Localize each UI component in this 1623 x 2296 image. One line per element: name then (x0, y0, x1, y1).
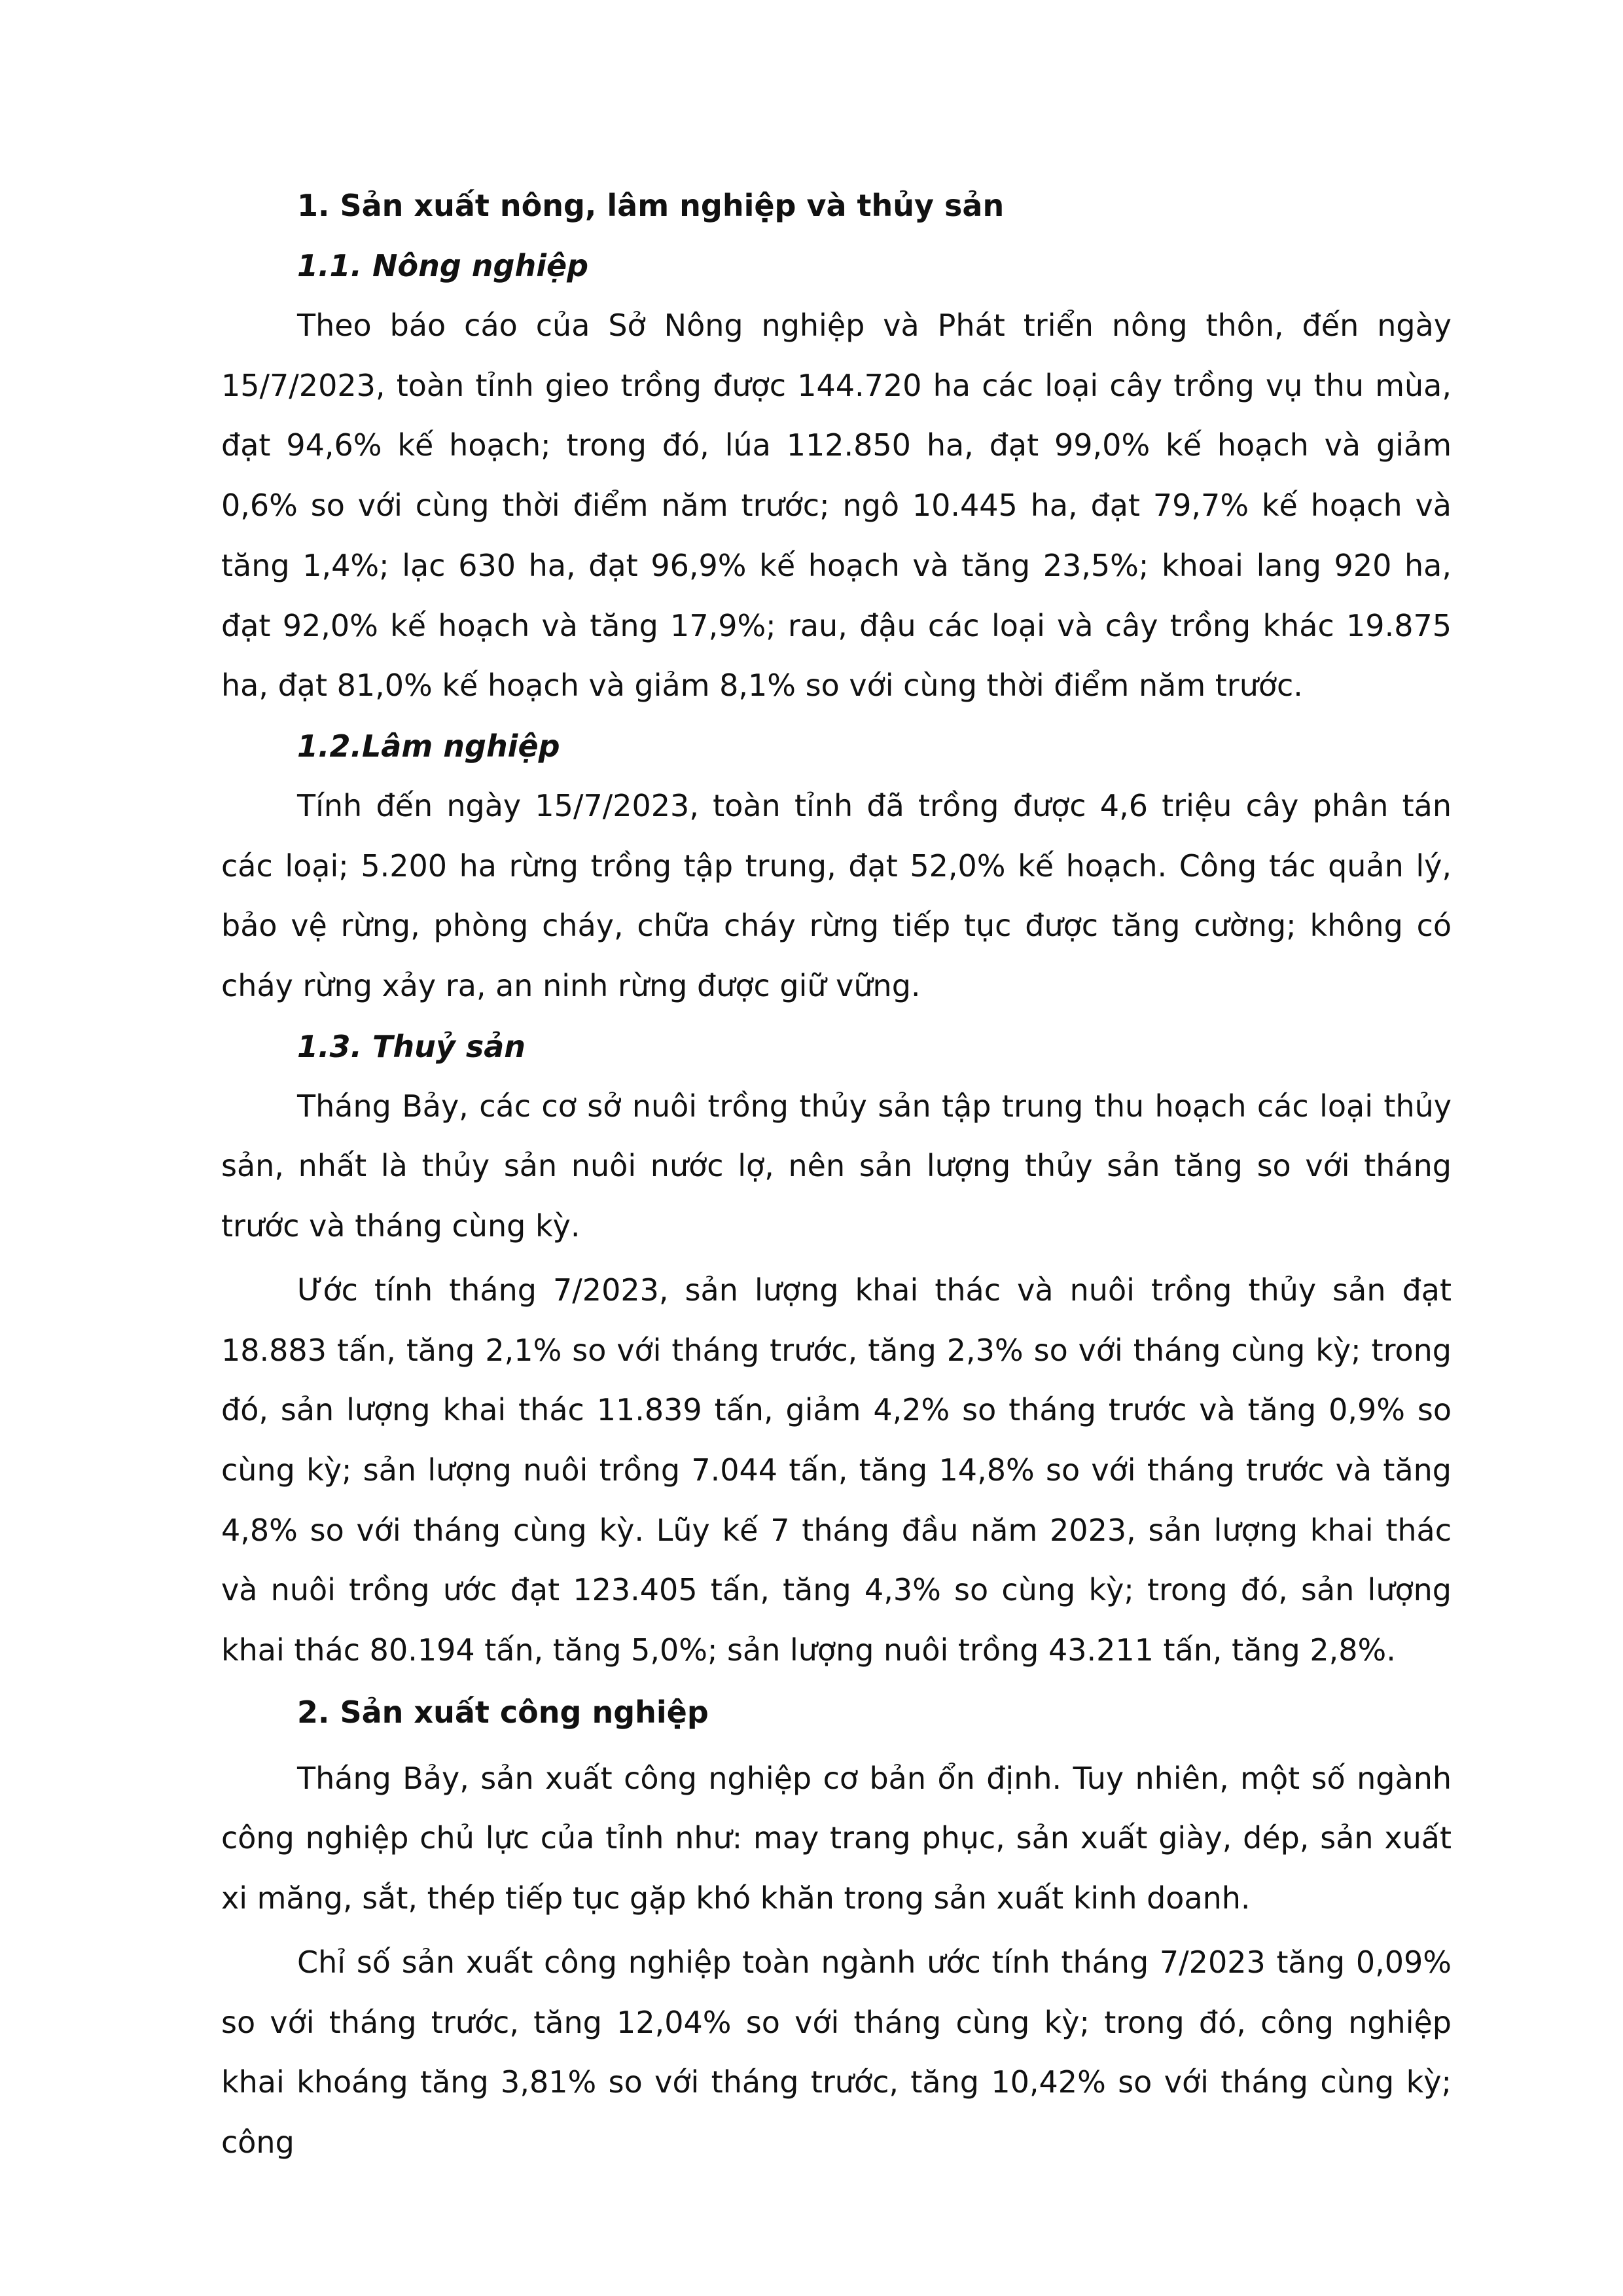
agriculture-paragraph: Theo báo cáo của Sở Nông nghiệp và Phát triển nông thôn, đến ngày 15/7/2023, toàn tỉnh gieo trồng được 144.720 ha các loại cây trồng vụ thu mùa, đạt 94,6% kế hoạch; trong đó, lúa 112.850 ha, đạt 99,0% kế hoạch và giảm 0,6% so với cùng thời điểm năm trước; ngô 10.445 ha, đạt 79,7% kế hoạch và tăng 1,4%; lạc 630 ha, đạt 96,9% kế hoạch và tăng 23,5%; khoai lang 920 ha, đạt 92,0% kế hoạch và tăng 17,9%; rau, đậu các loại và cây trồng khác 19.875 ha, đạt 81,0% kế hoạch và giảm 8,1% so với cùng thời điểm năm trước. (221, 308, 1452, 704)
fishery-paragraph-2: Ước tính tháng 7/2023, sản lượng khai thác và nuôi trồng thủy sản đạt 18.883 tấn, tăng 2,1% so với tháng trước, tăng 2,3% so với tháng cùng kỳ; trong đó, sản lượng khai thác 11.839 tấn, giảm 4,2% so tháng trước và tăng 0,9% so cùng kỳ; sản lượng nuôi trồng 7.044 tấn, tăng 14,8% so với tháng trước và tăng 4,8% so với tháng cùng kỳ. Lũy kế 7 tháng đầu năm 2023, sản lượng khai thác và nuôi trồng ước đạt 123.405 tấn, tăng 4,3% so cùng kỳ; trong đó, sản lượng khai thác 80.194 tấn, tăng 5,0%; sản lượng nuôi trồng 43.211 tấn, tăng 2,8%. (221, 1272, 1452, 1668)
industry-paragraph-2: Chỉ số sản xuất công nghiệp toàn ngành ước tính tháng 7/2023 tăng 0,09% so với tháng trước, tăng 12,04% so với tháng cùng kỳ; trong đó, công nghiệp khai khoáng tăng 3,81% so với tháng trước, tăng 10,42% so với tháng cùng kỳ; công (221, 1944, 1452, 2160)
subsection-agriculture-heading: 1.1. Nông nghiệp (297, 248, 589, 283)
section-2-heading: 2. Sản xuất công nghiệp (297, 1694, 709, 1730)
section-1-heading: 1. Sản xuất nông, lâm nghiệp và thủy sản (297, 188, 1005, 223)
fishery-paragraph-1: Tháng Bảy, các cơ sở nuôi trồng thủy sản tập trung thu hoạch các loại thủy sản, nhất là thủy sản nuôi nước lợ, nên sản lượng thủy sản tăng so với tháng trước và tháng cùng kỳ. (221, 1088, 1452, 1244)
subsection-forestry-heading: 1.2.Lâm nghiệp (297, 728, 560, 764)
industry-paragraph-1: Tháng Bảy, sản xuất công nghiệp cơ bản ổn định. Tuy nhiên, một số ngành công nghiệp chủ lực của tỉnh như: may trang phục, sản xuất giày, dép, sản xuất xi măng, sắt, thép tiếp tục gặp khó khăn trong sản xuất kinh doanh. (221, 1760, 1452, 1916)
forestry-paragraph: Tính đến ngày 15/7/2023, toàn tỉnh đã trồng được 4,6 triệu cây phân tán các loại; 5.200 ha rừng trồng tập trung, đạt 52,0% kế hoạch. Công tác quản lý, bảo vệ rừng, phòng cháy, chữa cháy rừng tiếp tục được tăng cường; không có cháy rừng xảy ra, an ninh rừng được giữ vững. (221, 787, 1452, 1004)
document-body (221, 175, 1452, 2173)
subsection-fishery-heading: 1.3. Thuỷ sản (297, 1028, 526, 1064)
